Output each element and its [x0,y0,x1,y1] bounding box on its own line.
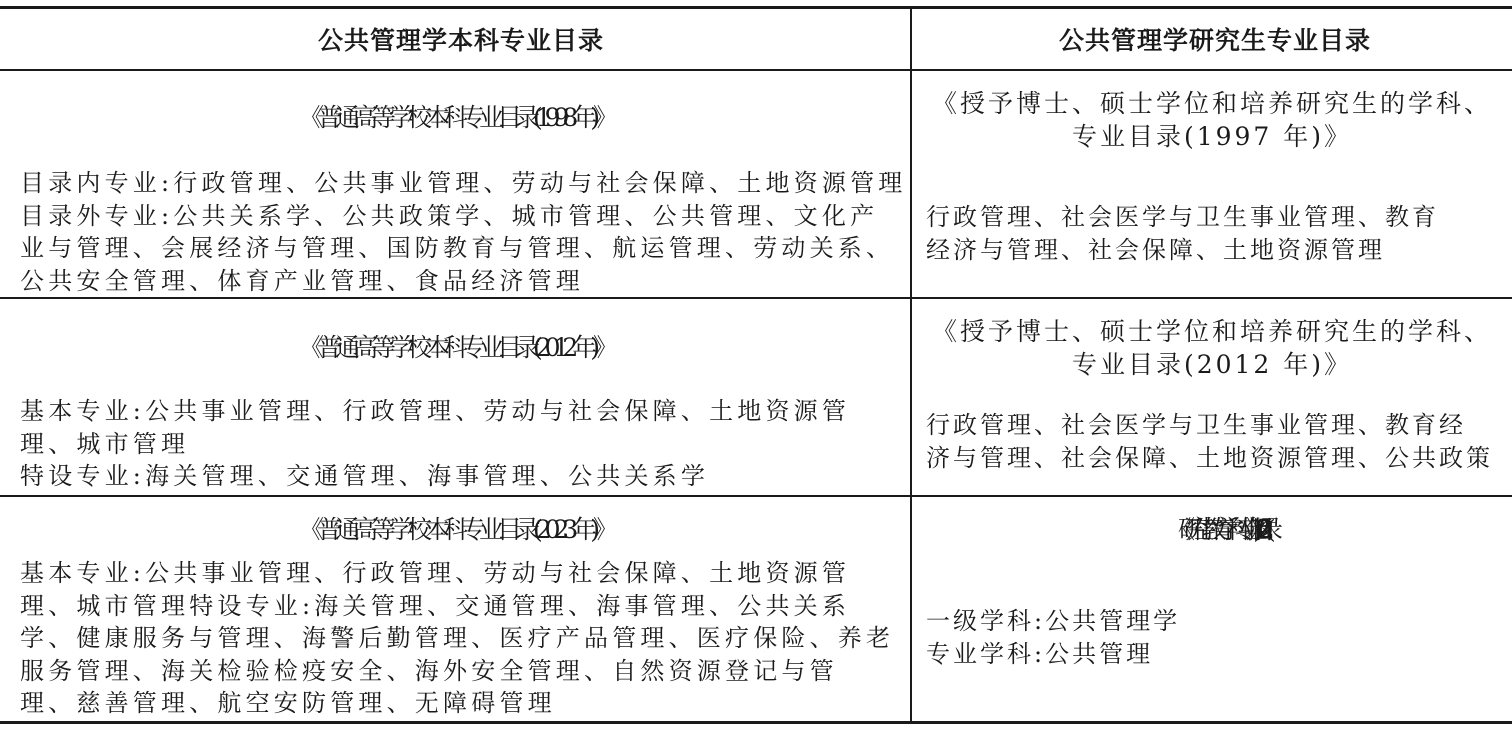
major-list-line: 一级学科:公共管理学 [926,607,1181,635]
graduate-column-header: 公共管理学研究生专业目录 [1058,26,1371,55]
major-list-line: 基本专业:公共事业管理、行政管理、劳动与社会保障、土地资源管 [20,559,851,587]
major-list-line: 特设专业:海关管理、交通管理、海事管理、公共关系学 [20,462,710,490]
table-header-row [0,9,1512,71]
major-list-line: 学、健康服务与管理、海警后勤管理、医疗产品管理、医疗保险、养老 [20,624,895,652]
major-list-line: 理、城市管理特设专业:海关管理、交通管理、海事管理、公共关系 [20,591,851,620]
major-list [20,557,902,720]
catalog-title-line: 《授予博士、硕士学位和培养研究生的学科、 [931,89,1492,118]
catalog-title [920,315,1504,381]
major-list-line: 公共安全管理、体育产业管理、食品经济管理 [20,266,584,295]
undergraduate-cell [0,299,912,495]
major-list-line: 专业学科:公共管理 [926,639,1154,668]
major-list-line: 目录内专业:行政管理、公共事业管理、劳动与社会保障、土地资源管理 [20,169,907,197]
catalog-title: 《普通高等学校本科专业目录(2023 年)》 [298,515,612,544]
major-list [926,409,1504,474]
catalog-title [920,87,1504,153]
major-list-line: 行政管理、社会医学与卫生事业管理、教育 [926,203,1439,231]
major-list-line: 理、慈善管理、航空安防管理、无障碍管理 [20,689,556,717]
major-list-line: 服务管理、海关检验检疫安全、海外安全管理、自然资源登记与管 [20,656,838,685]
graduate-cell [912,497,1512,724]
major-list-line: 目录外专业:公共关系学、公共政策学、城市管理、公共管理、文化产 [20,201,879,230]
major-list-line: 济与管理、社会保障、土地资源管理、公共政策 [926,443,1493,472]
catalog-title-line: 《授予博士、硕士学位和培养研究生的学科、 [931,317,1492,346]
table-row [0,71,1512,299]
catalog-title [912,513,1512,546]
major-list [20,395,902,493]
undergraduate-cell [0,71,912,297]
catalog-title-line: 专业目录(2012 年)》 [1071,350,1353,379]
undergraduate-cell [0,497,912,724]
table-row [0,299,1512,497]
graduate-cell [912,299,1512,495]
major-list-line: 经济与管理、社会保障、土地资源管理 [926,235,1385,264]
graduate-cell [912,71,1512,297]
major-list-line: 业与管理、会展经济与管理、国防教育与管理、航运管理、劳动关系、 [20,234,895,262]
major-list-line: 理、城市管理 [20,429,190,458]
catalog-title: 《普通高等学校本科专业目录(2012 年)》 [298,333,612,362]
catalog-title: 《普通高等学校本科专业目录(1998 年)》 [298,103,612,132]
undergraduate-column-header: 公共管理学本科专业目录 [0,9,912,69]
major-list-line: 行政管理、社会医学与卫生事业管理、教育经 [926,411,1466,439]
major-list [20,167,907,297]
major-list [926,201,1504,266]
catalog-title-line: 《研究生教育学科专业目录(2022 年)》 [1169,515,1255,544]
table-row [0,497,1512,724]
major-list [926,605,1504,670]
major-list-line: 基本专业:公共事业管理、行政管理、劳动与社会保障、土地资源管 [20,397,851,425]
catalog-title-line: 专业目录(1997 年)》 [1071,122,1353,151]
catalog-comparison-table [0,6,1512,724]
